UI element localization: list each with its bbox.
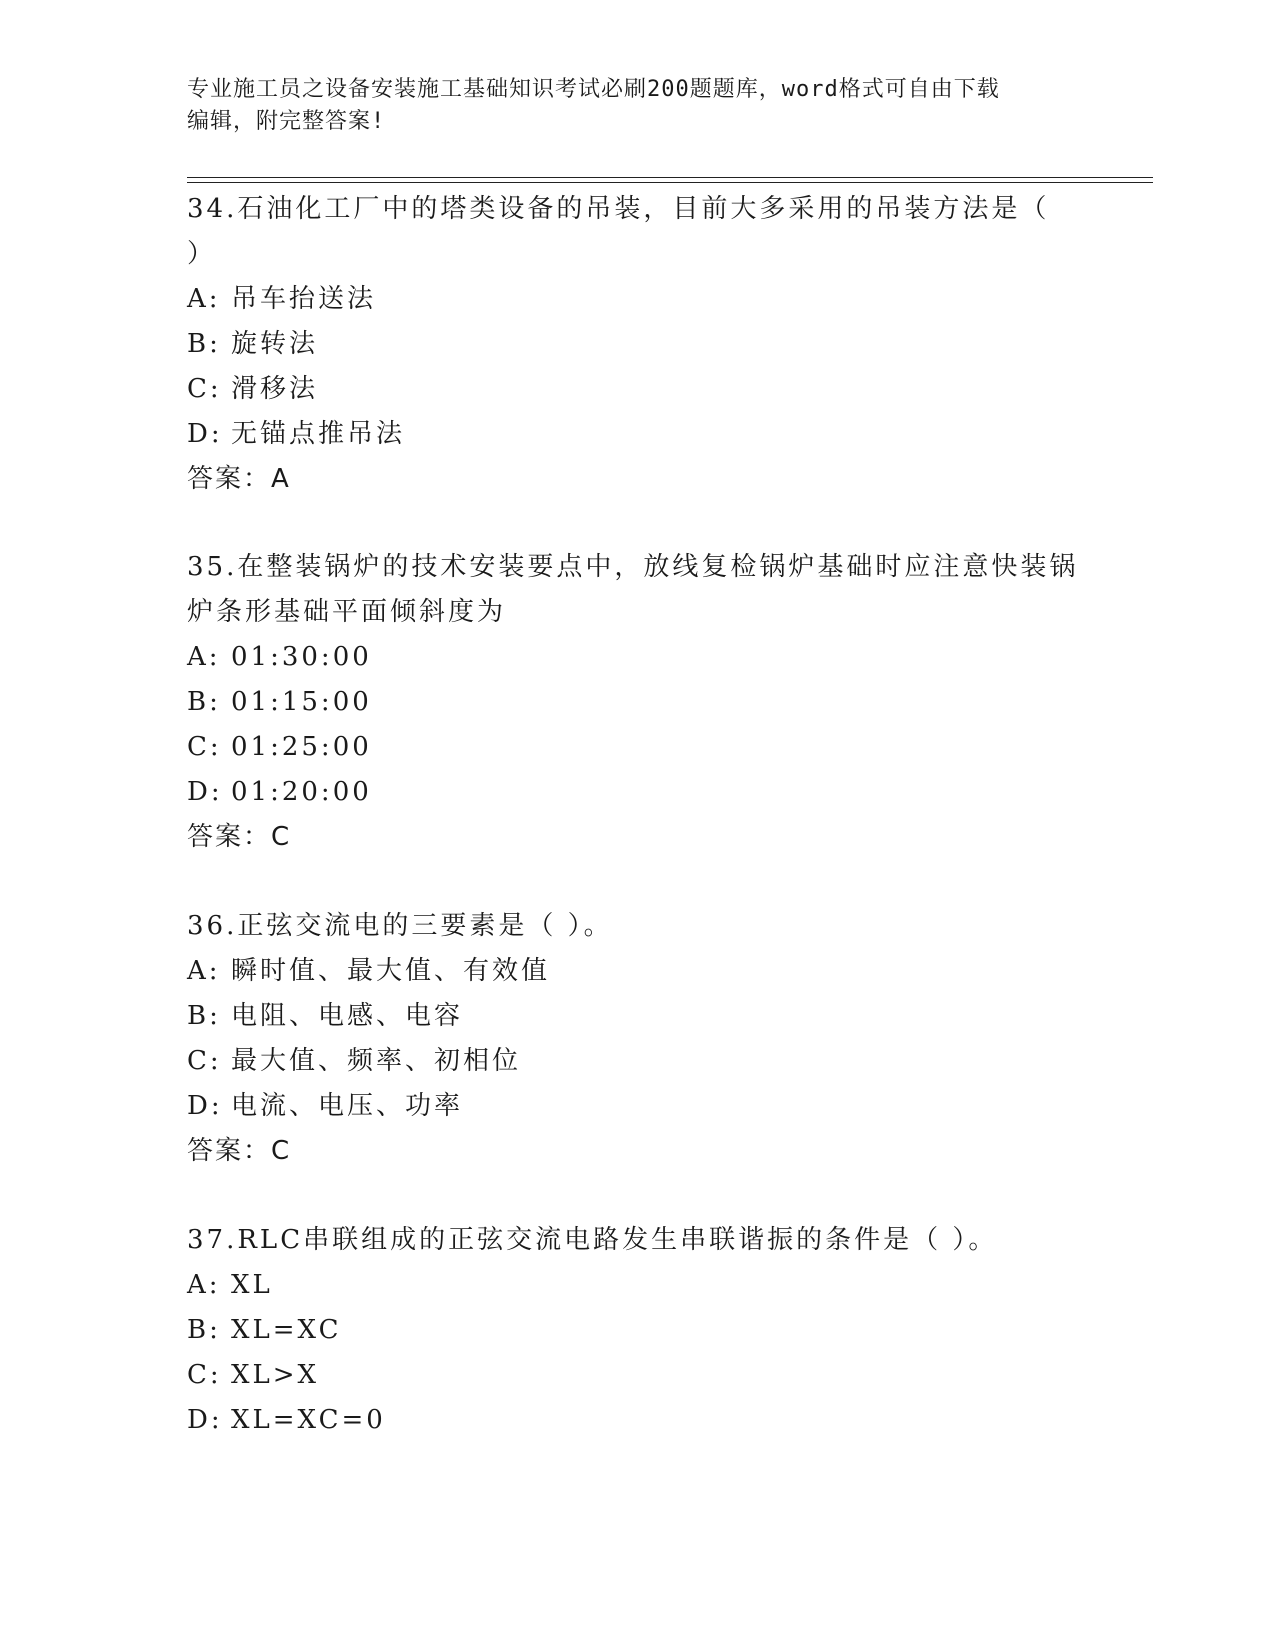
option-text: 01:15:00 xyxy=(231,687,372,717)
option-text: XL=XC xyxy=(231,1315,342,1345)
option-c xyxy=(187,367,1087,412)
question-37 xyxy=(187,1218,1087,1443)
header-line-2: 编辑，附完整答案! xyxy=(187,109,386,134)
option-text: 电流、电压、功率 xyxy=(231,1091,464,1121)
option-a xyxy=(187,949,1087,994)
option-text: 最大值、频率、初相位 xyxy=(231,1046,522,1076)
question-34 xyxy=(187,187,1087,502)
option-key: B: xyxy=(187,329,221,359)
option-key: C: xyxy=(187,1360,222,1390)
option-key: B: xyxy=(187,687,221,717)
option-key: D: xyxy=(187,1091,223,1121)
option-text: 瞬时值、最大值、有效值 xyxy=(231,956,551,986)
option-key: D: xyxy=(187,1405,223,1435)
option-c xyxy=(187,725,1087,770)
question-stem-continued: ） xyxy=(187,239,217,269)
option-key: A: xyxy=(187,956,221,986)
option-text: XL=XC=0 xyxy=(231,1405,386,1435)
answer-label: 答案：C xyxy=(187,1136,292,1166)
question-stem: 34.石油化工厂中的塔类设备的吊装，目前大多采用的吊装方法是（ xyxy=(187,194,1050,224)
option-key: C: xyxy=(187,374,222,404)
option-text: 滑移法 xyxy=(231,374,319,404)
header-divider-top xyxy=(187,177,1153,178)
document-header xyxy=(187,74,1087,138)
option-a xyxy=(187,635,1087,680)
option-b xyxy=(187,994,1087,1039)
option-d xyxy=(187,770,1087,815)
option-d xyxy=(187,1398,1087,1443)
option-key: A: xyxy=(187,284,221,314)
option-text: 旋转法 xyxy=(231,329,319,359)
answer-label: 答案：C xyxy=(187,822,292,852)
option-c xyxy=(187,1353,1087,1398)
header-line-1: 专业施工员之设备安装施工基础知识考试必刷200题题库，word格式可自由下载 xyxy=(187,77,1000,102)
question-35 xyxy=(187,545,1087,860)
option-key: B: xyxy=(187,1315,221,1345)
option-a xyxy=(187,277,1087,322)
question-stem: 37.RLC串联组成的正弦交流电路发生串联谐振的条件是（ ）。 xyxy=(187,1225,998,1255)
question-stem-continued: 炉条形基础平面倾斜度为 xyxy=(187,597,507,627)
option-d xyxy=(187,1084,1087,1129)
option-text: XL xyxy=(231,1270,273,1300)
question-stem: 35.在整装锅炉的技术安装要点中，放线复检锅炉基础时应注意快装锅 xyxy=(187,552,1079,582)
option-text: 电阻、电感、电容 xyxy=(231,1001,464,1031)
answer-label: 答案：A xyxy=(187,464,291,494)
option-b xyxy=(187,1308,1087,1353)
option-a xyxy=(187,1263,1087,1308)
option-key: D: xyxy=(187,419,223,449)
option-text: XL>X xyxy=(231,1360,320,1390)
option-text: 01:20:00 xyxy=(231,777,372,807)
question-36 xyxy=(187,904,1087,1174)
option-key: C: xyxy=(187,1046,222,1076)
option-c xyxy=(187,1039,1087,1084)
question-stem: 36.正弦交流电的三要素是（ ）。 xyxy=(187,911,613,941)
option-key: A: xyxy=(187,1270,221,1300)
option-text: 01:25:00 xyxy=(231,732,372,762)
option-text: 吊车抬送法 xyxy=(231,284,377,314)
option-key: B: xyxy=(187,1001,221,1031)
option-key: D: xyxy=(187,777,223,807)
option-key: C: xyxy=(187,732,222,762)
option-b xyxy=(187,680,1087,725)
option-key: A: xyxy=(187,642,221,672)
option-d xyxy=(187,412,1087,457)
option-b xyxy=(187,322,1087,367)
header-divider-bottom xyxy=(187,182,1153,183)
option-text: 无锚点推吊法 xyxy=(231,419,406,449)
option-text: 01:30:00 xyxy=(231,642,372,672)
